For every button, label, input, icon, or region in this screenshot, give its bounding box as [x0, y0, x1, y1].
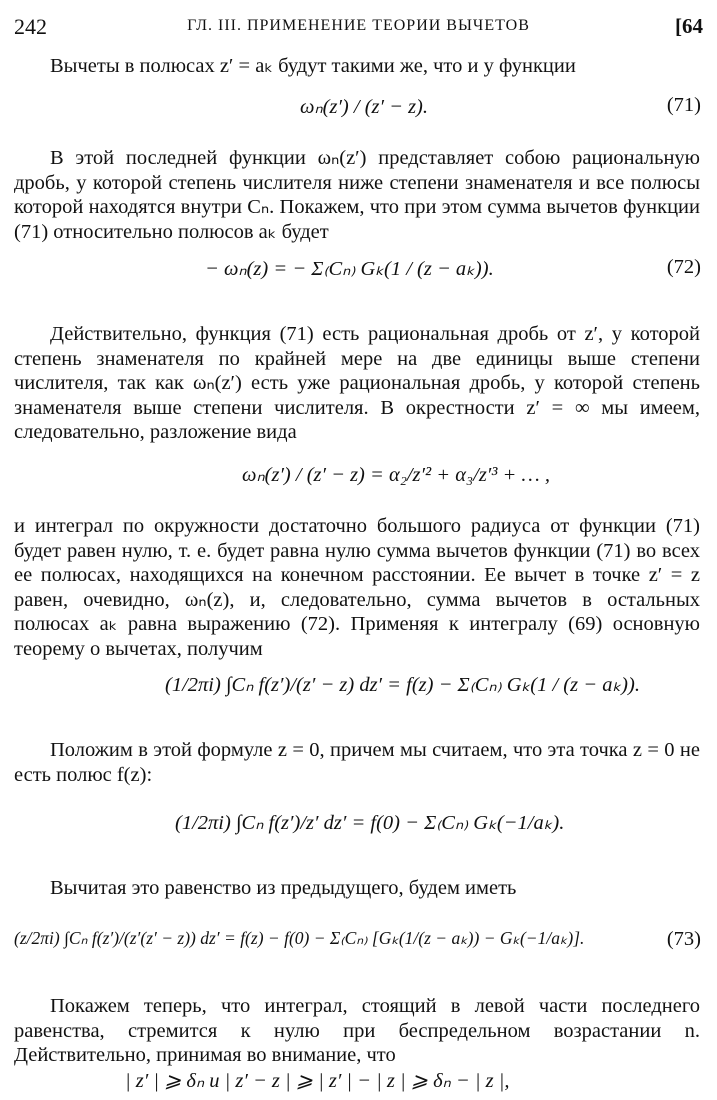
equation-73: (z/2πi) ∫Cₙ f(z′)/(z′(z′ − z)) dz′ = f(z) − f(0) − Σ₍Cₙ₎ [Gₖ(1/(z − aₖ)) − Gₖ(−1/aₖ)]. [14, 928, 585, 948]
expansion-formula: ωₙ(z′) / (z′ − z) = α₂/z′² + α₃/z′³ + … , [242, 464, 550, 486]
equation-72: − ωₙ(z) = − Σ₍Cₙ₎ Gₖ(1 / (z − aₖ)). [205, 258, 494, 280]
paragraph-5: Положим в этой формуле z = 0, причем мы считаем, что эта точка z = 0 не есть полюс f(z): [14, 739, 700, 786]
paragraph-7: Покажем теперь, что интеграл, стоящий в левой части последнего равенства, стремится к нулю при беспредельном возрастании n. Действительно, принимая во внимание, что [14, 995, 700, 1066]
paragraph-6: Вычитая это равенство из предыдущего, будем иметь [50, 877, 517, 899]
paragraph-4: и интеграл по окружности достаточно большого радиуса от функции (71) будет равен нулю, т. е. будет равна нулю сумма вычетов функции (71) во всех ее полюсах, находящихся на конечном расстоянии. Ее вычет в точке z′ = z равен, очевидно, ωₙ(z), и, следовательно, сумма вычетов в остальных полюсах aₖ равна выражению (72). Применяя к интегралу (69) основную теорему о вычетах, получим [14, 515, 700, 660]
equation-72-number: (72) [666, 256, 701, 278]
integral-formula-1: (1/2πi) ∫Cₙ f(z′)/(z′ − z) dz′ = f(z) − Σ₍Cₙ₎ Gₖ(1 / (z − aₖ)). [165, 674, 640, 696]
paragraph-3: Действительно, функция (71) есть рациональная дробь от z′, у которой степень знаменателя по крайней мере на две единицы выше степени числителя, так как ωₙ(z′) есть уже рациональная дробь, у которой степень знаменателя выше степени числителя. В окрестности z′ = ∞ мы имеем, следовательно, разложение вида [14, 323, 700, 443]
equation-71-number: (71) [666, 94, 701, 116]
page-number: 242 [14, 14, 47, 39]
paragraph-2: В этой последней функции ωₙ(z′) представляет собою рациональную дробь, у которой степень числителя ниже степени знаменателя и все полюсы которой находятся внутри Cₙ. Покажем, что при этом сумма вычетов функции (71) относительно полюсов aₖ будет [14, 147, 700, 243]
page-header [14, 14, 703, 40]
inequality-formula: | z′ | ⩾ δₙ и | z′ − z | ⩾ | z′ | − | z | ⩾ δₙ − | z |, [125, 1070, 510, 1092]
running-head: ГЛ. III. ПРИМЕНЕНИЕ ТЕОРИИ ВЫЧЕТОВ [187, 17, 530, 34]
section-number: [64 [675, 14, 703, 38]
paragraph-1: Вычеты в полюсах z′ = aₖ будут такими же, что и у функции [50, 55, 576, 77]
equation-71: ωₙ(z′) / (z′ − z). [300, 96, 429, 118]
integral-formula-2: (1/2πi) ∫Cₙ f(z′)/z′ dz′ = f(0) − Σ₍Cₙ₎ Gₖ(−1/aₖ). [175, 812, 565, 834]
equation-73-number: (73) [666, 928, 701, 950]
